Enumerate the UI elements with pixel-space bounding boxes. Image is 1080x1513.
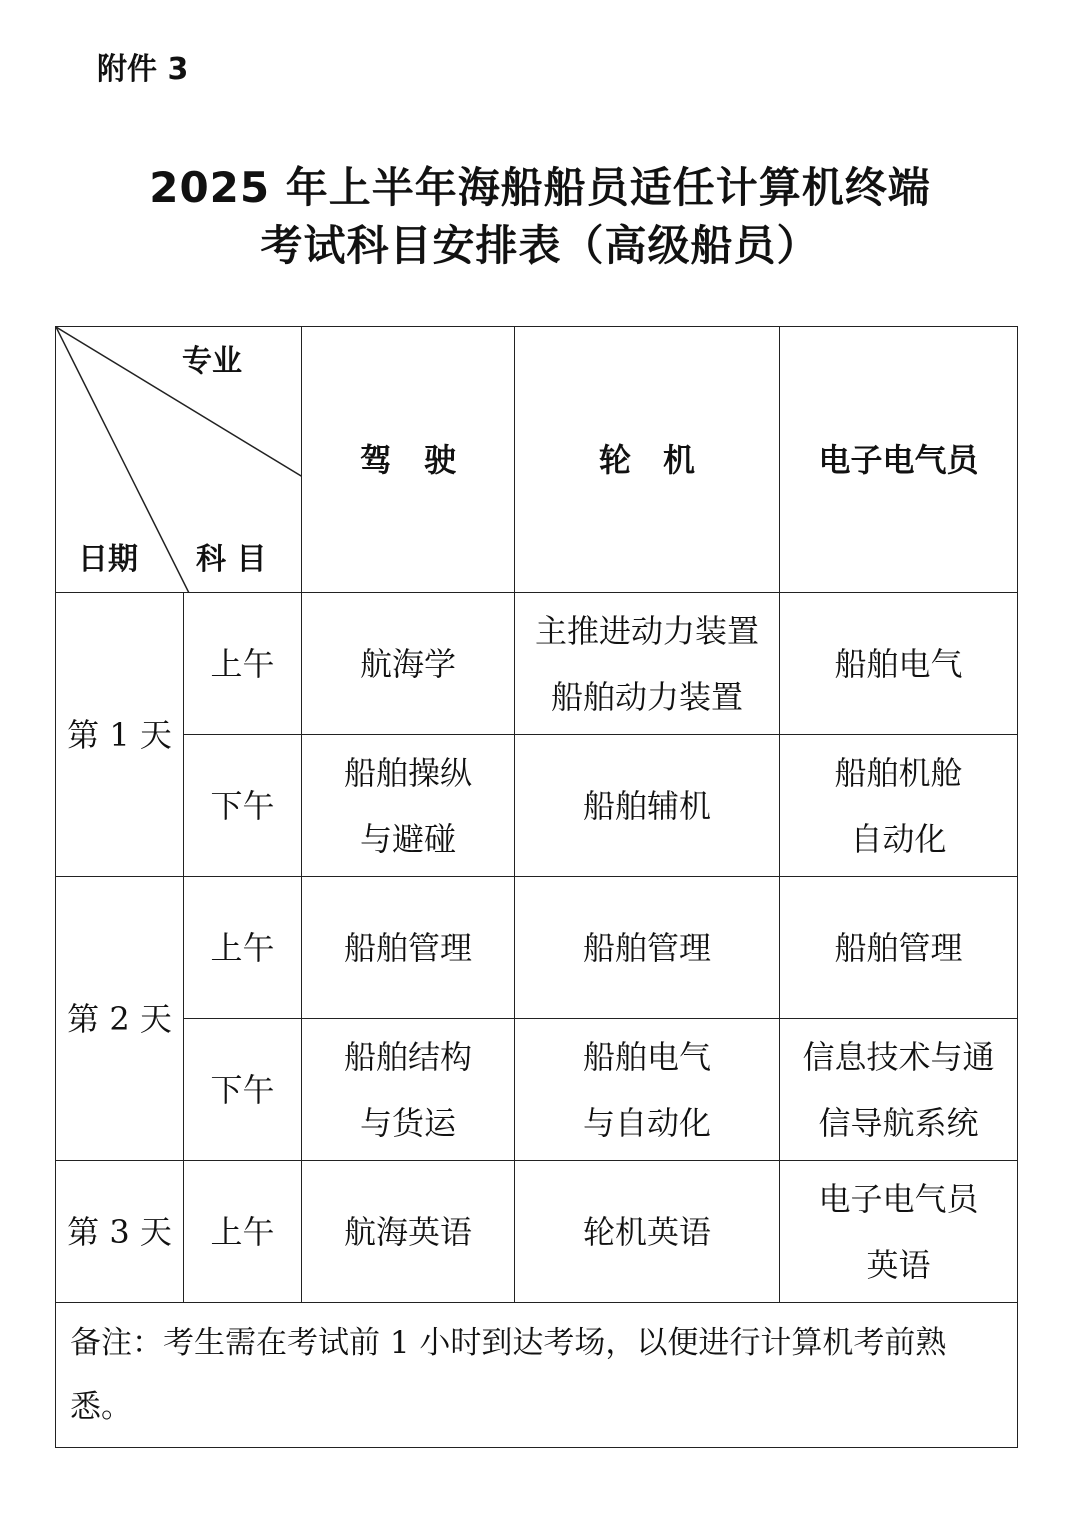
day-label: 第 2 天: [56, 877, 184, 1161]
document-title-line-2: 考试科目安排表（高级船员）: [260, 221, 820, 270]
cell-text-line: 船舶电气: [582, 1037, 711, 1076]
cell-text-line: 主推进动力装置: [534, 611, 759, 650]
cell-text-line: 与避碰: [359, 819, 456, 858]
subject-cell: [515, 593, 780, 735]
corner-label-date: 日期: [78, 542, 138, 577]
session-time: 上午: [184, 593, 302, 735]
cell-text-line: 信导航系统: [818, 1103, 979, 1142]
document-title-line-1: 2025 年上半年海船船员适任计算机终端: [149, 163, 931, 212]
cell-text-line: 信息技术与通: [802, 1037, 995, 1076]
cell-text-line: 船舶操纵: [343, 753, 472, 792]
exam-schedule-table: [55, 326, 1018, 1448]
subject-cell: 船舶辅机: [515, 735, 780, 877]
subject-cell: [302, 735, 515, 877]
subject-cell: 船舶管理: [780, 877, 1018, 1019]
cell-text-line: 与自动化: [582, 1103, 711, 1142]
cell-text-line: 自动化: [850, 819, 947, 858]
session-time: 下午: [184, 1019, 302, 1161]
table-row: [56, 1161, 1018, 1303]
subject-cell: 船舶电气: [780, 593, 1018, 735]
cell-text-line: 与货运: [359, 1103, 456, 1142]
subject-cell: 航海英语: [302, 1161, 515, 1303]
attachment-label: 附件 3: [97, 52, 189, 87]
subject-cell: [302, 1019, 515, 1161]
header-row: [56, 327, 1018, 593]
corner-label-major: 专业: [182, 344, 242, 379]
subject-cell: 船舶管理: [302, 877, 515, 1019]
subject-cell: 轮机英语: [515, 1161, 780, 1303]
cell-text-line: 船舶动力装置: [550, 677, 743, 716]
header-electrical: 电子电气员: [780, 327, 1018, 593]
session-time: 上午: [184, 1161, 302, 1303]
table-row: [56, 593, 1018, 735]
cell-text-line: 船舶结构: [343, 1037, 472, 1076]
cell-text-line: 船舶机舱: [834, 753, 963, 792]
cell-text-line: 电子电气员: [818, 1179, 979, 1218]
table-row: [56, 735, 1018, 877]
table-row: [56, 1019, 1018, 1161]
header-engineering: 轮 机: [515, 327, 780, 593]
session-time: 上午: [184, 877, 302, 1019]
diagonal-header-cell: [56, 327, 302, 593]
corner-label-subject: 科 目: [196, 542, 267, 577]
subject-cell: [780, 735, 1018, 877]
cell-text-line: 英语: [866, 1245, 931, 1284]
subject-cell: 航海学: [302, 593, 515, 735]
table-row: [56, 877, 1018, 1019]
subject-cell: [780, 1019, 1018, 1161]
session-time: 下午: [184, 735, 302, 877]
subject-cell: [780, 1161, 1018, 1303]
day-label: 第 3 天: [56, 1161, 184, 1303]
day-label: 第 1 天: [56, 593, 184, 877]
header-navigation: 驾 驶: [302, 327, 515, 593]
subject-cell: 船舶管理: [515, 877, 780, 1019]
subject-cell: [515, 1019, 780, 1161]
note-row: [56, 1303, 1018, 1448]
remarks-note: 备注：考生需在考试前 1 小时到达考场，以便进行计算机考前熟悉。: [56, 1303, 1018, 1448]
